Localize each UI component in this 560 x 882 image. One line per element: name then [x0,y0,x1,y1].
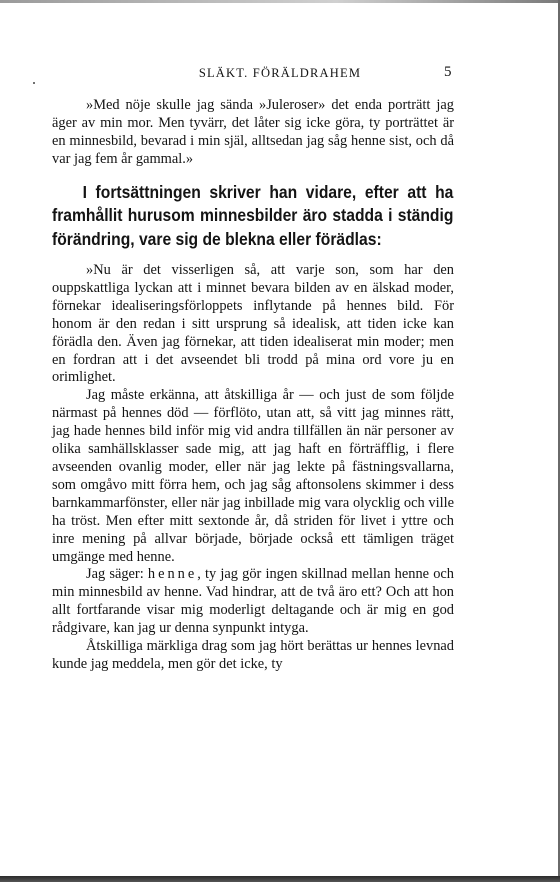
quote-paragraph: »Med nöje skulle jag sända »Juleroser» det enda porträtt jag äger av min mor. Men tyvärr, det låter sig icke göra, ty porträttet är en minnesbild, bevarad i min själ, alltsedan jag såg henne sist, och då var jag fem år gammal.» [52,97,454,167]
running-head: SLÄKT. FÖRÄLDRAHEM [198,66,362,80]
page-bottom-edge [0,876,560,882]
paragraph-3-rest: , ty jag gör ingen skillnad mellan henne och min minnesbild av henne. Vad hindrar, att de två äro ett? Och att hon allt fortfarande visar mig moderligt deltagande och är mig en god rådgivare, kan jag ur denna synpunkt intyga. [52,566,454,637]
page-top-edge [0,0,560,3]
emphasized-word: henne [147,566,198,583]
paragraph-1: »Nu är det visserligen så, att varje son, som har den ouppskattliga lyckan att i minnet bevara bilden av en älskad moder, förnekar idealiseringsförloppets inflytande på hennes bild. För honom är den redan i sitt ursprung så idealisk, att tiden icke kan förädla den. Även jag förnekar, att tiden idealiserat min moder; men en fordran att i det avseendet bli trodd på mina ord vore ju en orimlighet. [52,262,454,386]
page-header [0,64,560,84]
paragraph-3 [52,566,454,638]
section-heading: I fortsättningen skriver han vidare, efter att ha framhållit hurusom minnesbilder äro stadda i ständig förändring, vare sig de blekna eller förädlas: [52,181,454,250]
paragraph-4: Åtskilliga märkliga drag som jag hört berättas ur hennes levnad kunde jag meddela, men gör det icke, ty [52,638,454,672]
page-number: 5 [444,64,452,80]
paragraph-3-start: Jag säger: [86,566,144,583]
paragraph-2: Jag måste erkänna, att åtskilliga år — och just de som följde närmast på hennes död — förflöto, utan att, så vitt jag minnes rätt, jag hade hennes bild inför mig vid andra tillfällen än när personer av olika samhällsklasser sade mig, att jag haft en förträfflig, i flere avseenden ovanlig moder, eller när jag lekte på fästningsvallarna, som omgåvo mitt förra hem, och jag såg aftonsolens skimmer i dess barnkammarfönster, eller när jag inbillade mig vara olycklig och ville ha tröst. Men efter mitt sextonde år, då striden för livet i yttre och inre mening på allvar började, började också ett tämligen träget umgänge med henne. [52,387,454,565]
page-body [52,97,454,674]
